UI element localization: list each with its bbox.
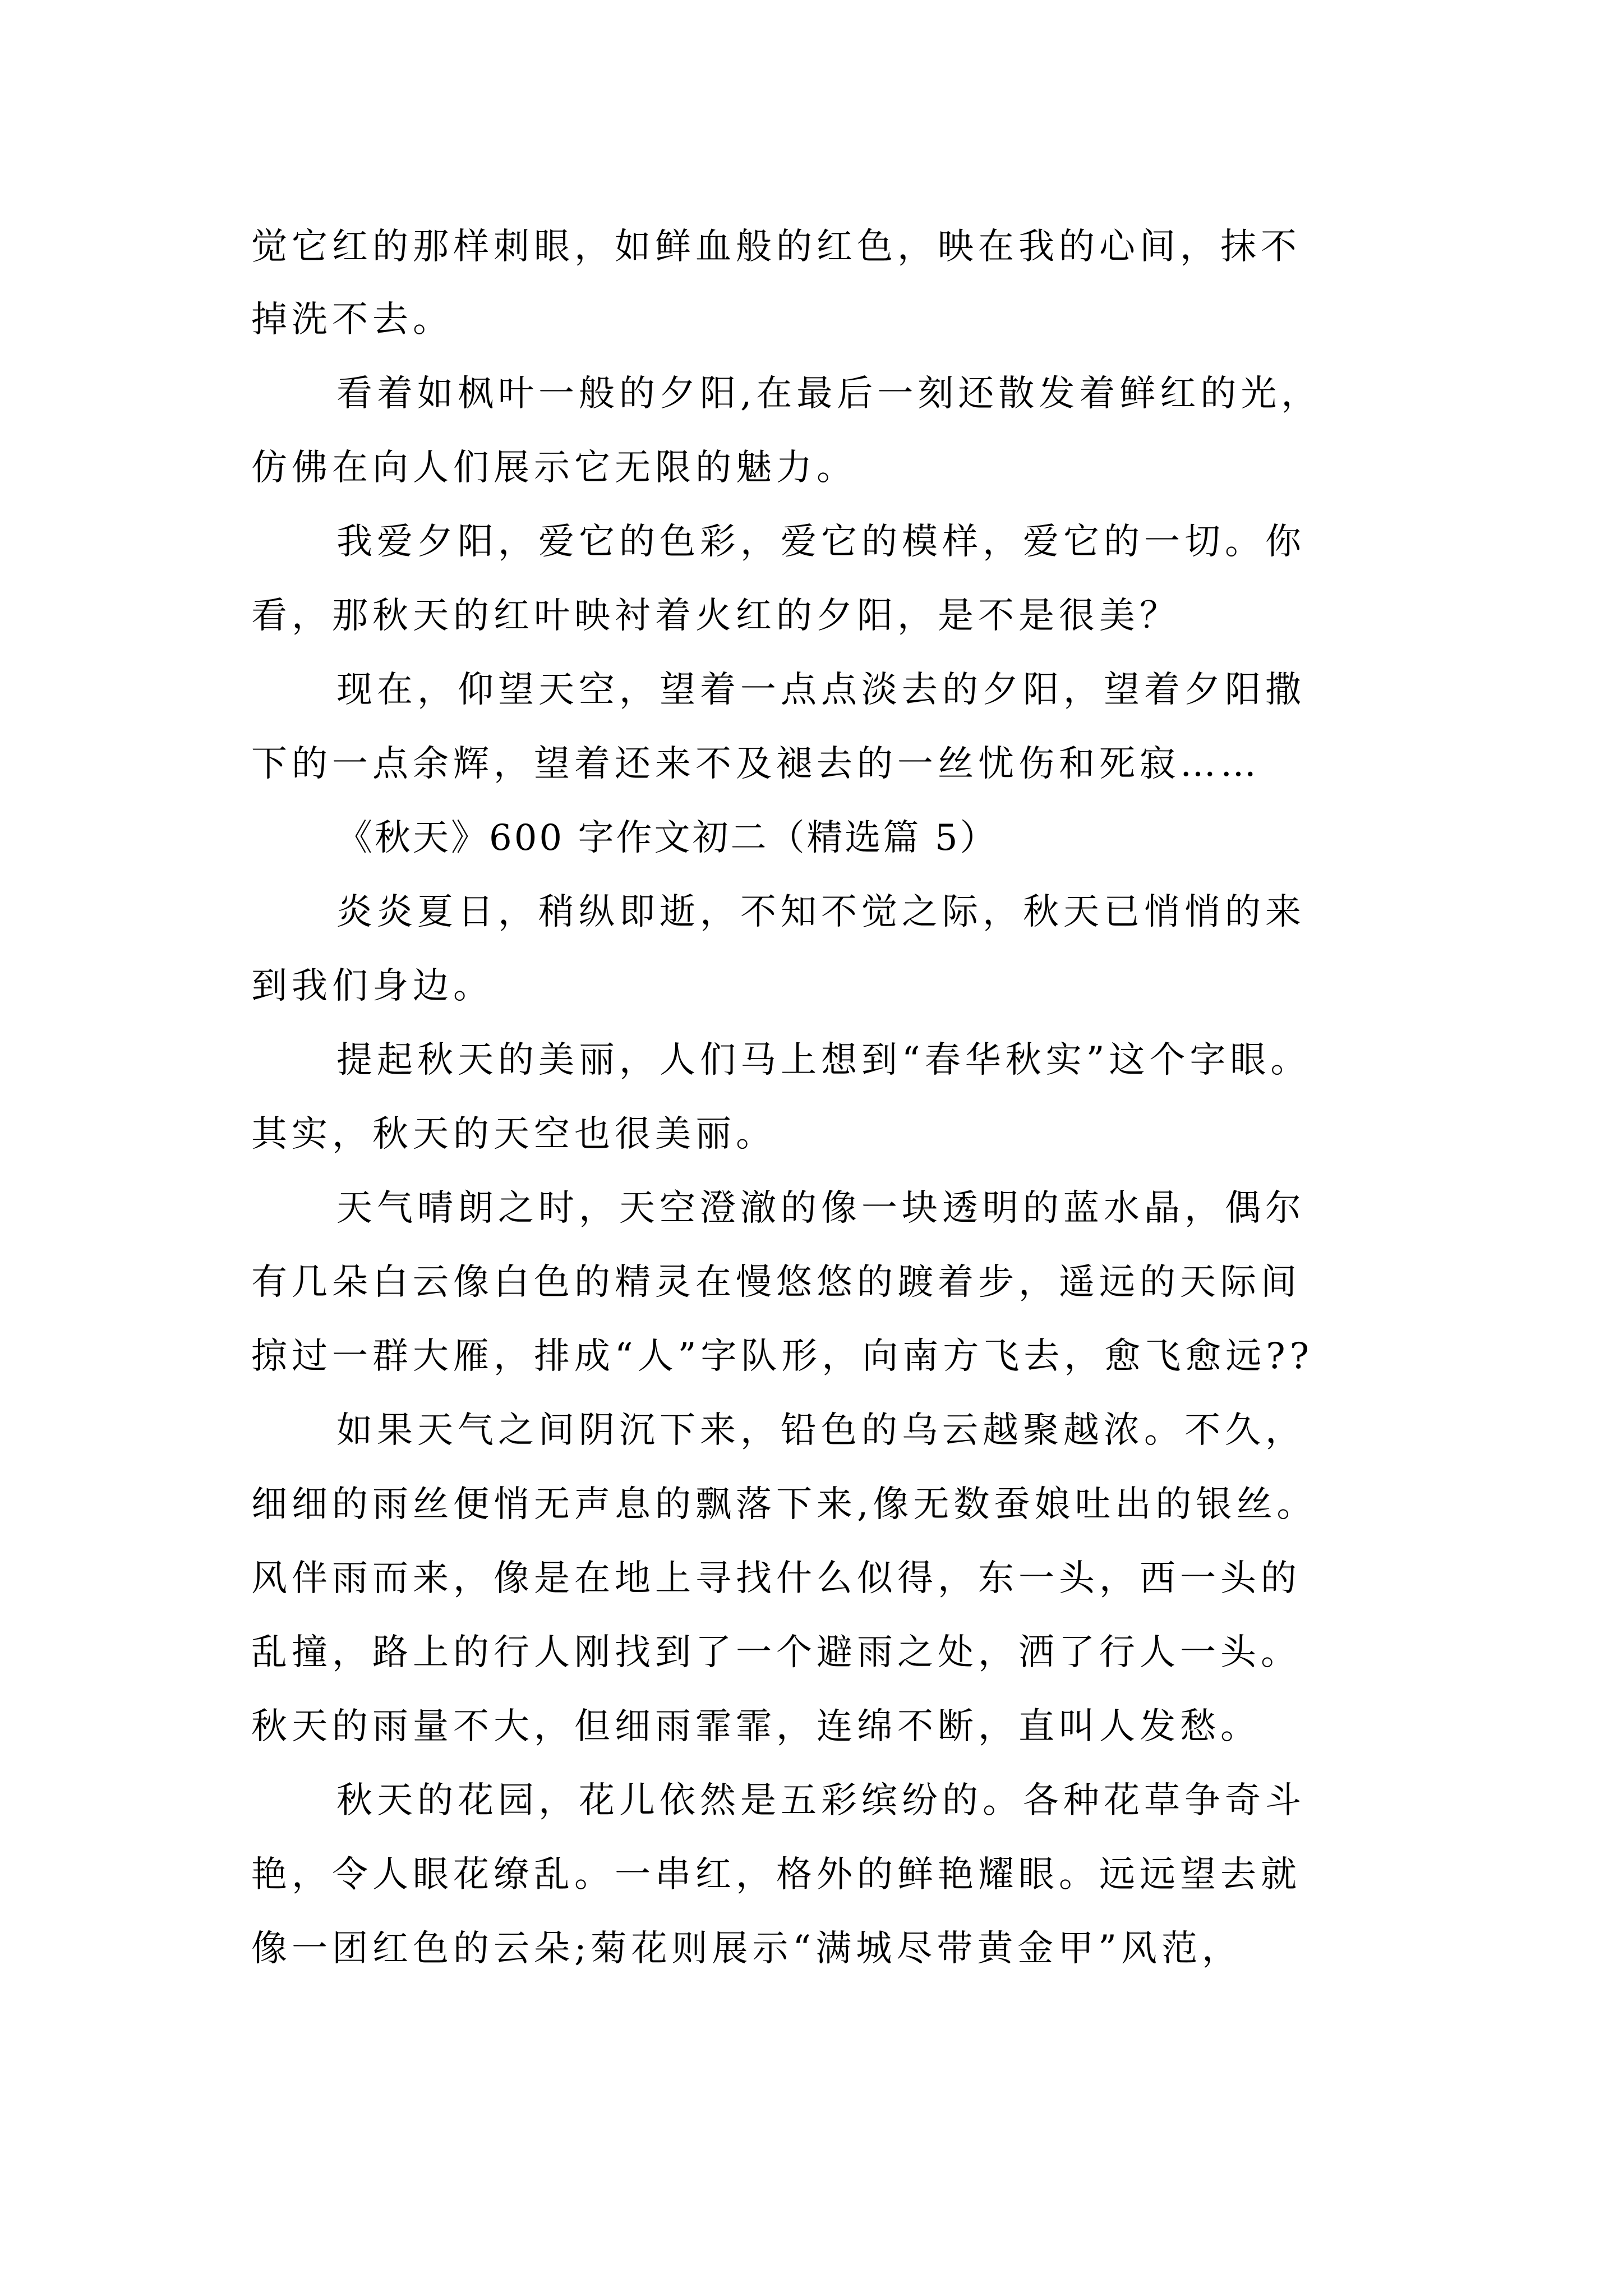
text-line: 我爱夕阳，爱它的色彩，爱它的模样，爱它的一切。你 xyxy=(336,521,1306,563)
text-line: 看着如枫叶一般的夕阳,在最后一刻还散发着鲜红的光， xyxy=(336,373,1322,415)
text-line: 秋天的花园，花儿依然是五彩缤纷的。各种花草争奇斗 xyxy=(336,1780,1306,1821)
text-line: 艳，令人眼花缭乱。一串红，格外的鲜艳耀眼。远远望去就 xyxy=(251,1854,1301,1895)
text-line: 下的一点余辉，望着还来不及褪去的一丝忧伤和死寂…… xyxy=(251,743,1261,785)
text-line: 细细的雨丝便悄无声息的飘落下来,像无数蚕娘吐出的银丝。 xyxy=(251,1484,1317,1525)
text-line: 提起秋天的美丽，人们马上想到“春华秋实”这个字眼。 xyxy=(336,1039,1311,1081)
text-line: 天气晴朗之时，天空澄澈的像一块透明的蓝水晶，偶尔 xyxy=(336,1188,1306,1229)
text-line: 炎炎夏日，稍纵即逝，不知不觉之际，秋天已悄悄的来 xyxy=(336,891,1306,933)
text-line: 乱撞，路上的行人刚找到了一个避雨之处，洒了行人一头。 xyxy=(251,1632,1301,1673)
text-line: 秋天的雨量不大，但细雨霏霏，连绵不断，直叫人发愁。 xyxy=(251,1706,1261,1747)
text-line: 到我们身边。 xyxy=(251,965,494,1007)
text-line: 仿佛在向人们展示它无限的魅力。 xyxy=(251,447,857,489)
text-line: 现在，仰望天空，望着一点点淡去的夕阳，望着夕阳撒 xyxy=(336,669,1306,711)
text-line: 看，那秋天的红叶映衬着火红的夕阳，是不是很美？ xyxy=(251,595,1180,637)
text-line: 有几朵白云像白色的精灵在慢悠悠的踱着步，遥远的天际间 xyxy=(251,1262,1301,1303)
text-line: 风伴雨而来，像是在地上寻找什么似得，东一头，西一头的 xyxy=(251,1558,1301,1599)
text-line: 掉洗不去。 xyxy=(251,299,453,341)
section-heading: 《秋天》600 字作文初二（精选篇 5） xyxy=(336,817,998,859)
text-line: 如果天气之间阴沉下来，铅色的乌云越聚越浓。不久， xyxy=(336,1410,1306,1451)
text-line: 其实，秋天的天空也很美丽。 xyxy=(251,1114,776,1155)
text-line: 掠过一群大雁，排成“人”字队形，向南方飞去，愈飞愈远?? xyxy=(251,1336,1314,1377)
text-line: 像一团红色的云朵;菊花则展示“满城尽带黄金甲”风范， xyxy=(251,1928,1242,1970)
text-line: 觉它红的那样刺眼，如鲜血般的红色，映在我的心间，抹不 xyxy=(251,226,1301,268)
